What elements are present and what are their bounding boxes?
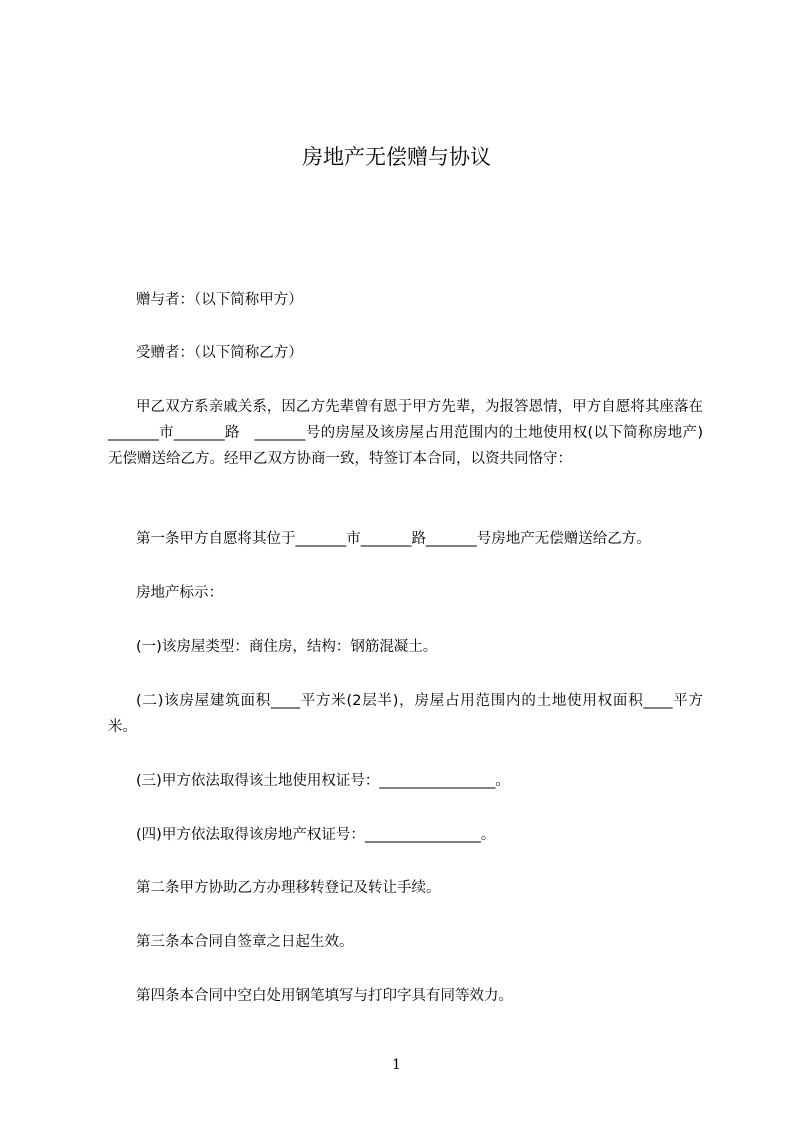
- donor-line: 赠与者：（以下简称甲方）: [136, 292, 303, 308]
- article-3: 第三条本合同自签章之日起生效。: [136, 934, 354, 950]
- property-item-2: (二)该房屋建筑面积____平方米(2层半)，房屋占用范围内的土地使用权面积____平方米。: [108, 693, 703, 735]
- property-item-4: (四)甲方依法取得该房地产权证号：________________。: [136, 827, 496, 843]
- property-item-3: (三)甲方依法取得该土地使用权证号：________________。: [136, 773, 510, 789]
- page-number: 1: [392, 1057, 401, 1073]
- preamble-paragraph: 甲乙双方系亲戚关系，因乙方先辈曾有恩于甲方先辈，为报答恩情，甲方自愿将其座落在_______市_______路 _______号的房屋及该房屋占用范围内的土地使用权(以下简称房地产)无偿赠送给乙方。经甲乙双方协商一致，特签订本合同，以资共同恪守：: [108, 399, 703, 467]
- recipient-line: 受赠者：（以下简称乙方）: [136, 345, 303, 361]
- article-4: 第四条本合同中空白处用钢笔填写与打印字具有同等效力。: [136, 988, 513, 1004]
- article-2: 第二条甲方协助乙方办理移转登记及转让手续。: [136, 880, 441, 896]
- property-heading: 房地产标示：: [136, 585, 223, 601]
- property-item-1: (一)该房屋类型：商住房，结构：钢筋混凝土。: [136, 639, 438, 655]
- article-1: 第一条甲方自愿将其位于_______市_______路_______号房地产无偿赠送给乙方。: [136, 531, 651, 547]
- document-title: 房地产无偿赠与协议: [302, 145, 491, 169]
